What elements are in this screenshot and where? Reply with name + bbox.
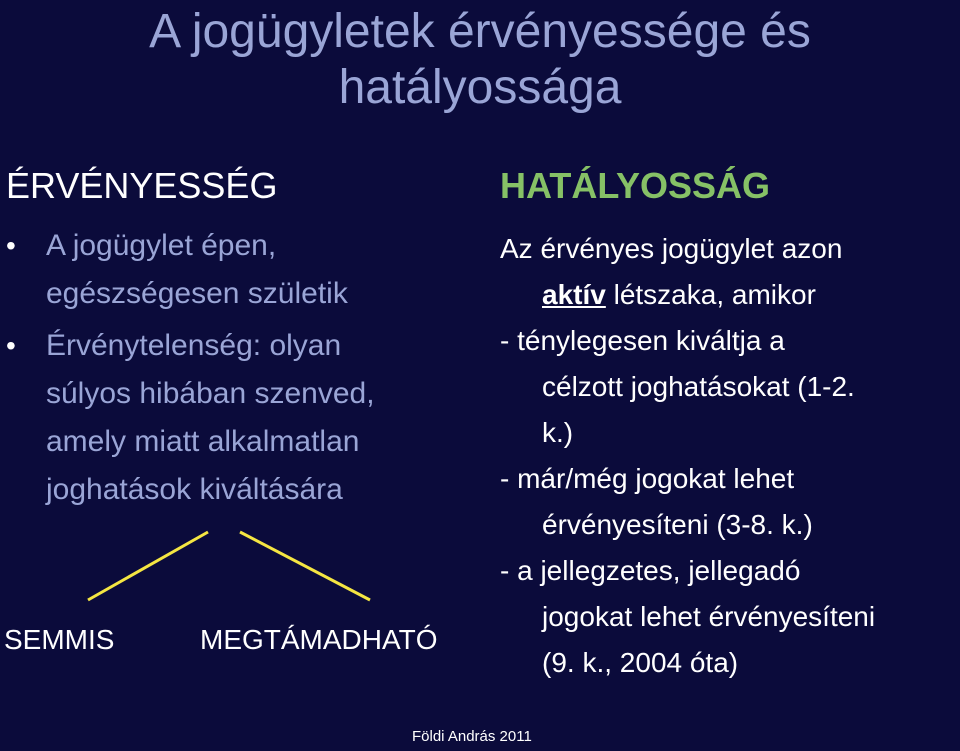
author-footer: Földi András 2011	[412, 728, 532, 745]
validity-heading: ÉRVÉNYESSÉG	[6, 165, 278, 206]
branch-diagram	[0, 520, 480, 620]
bullet-dot-icon: •	[6, 330, 16, 361]
bullet-2-line-1: Érvénytelenség: olyan	[46, 329, 342, 362]
void-label: SEMMIS	[4, 624, 115, 655]
bullet-2-line-2: súlyos hibában szenved,	[46, 377, 375, 410]
voidable-label: MEGTÁMADHATÓ	[200, 624, 438, 655]
bullet-2-line-3: amely miatt alkalmatlan	[46, 425, 360, 458]
item-1-line-2: célzott joghatásokat (1-2.	[542, 371, 855, 402]
branch-line-right	[240, 532, 370, 600]
item-1-line-1: - ténylegesen kiváltja a	[500, 325, 785, 356]
bullet-item-1	[0, 222, 470, 318]
item-1-line-3: k.)	[542, 417, 574, 448]
slide-title-line-2: hatályossága	[338, 61, 622, 114]
bullet-dot-icon: •	[6, 230, 16, 261]
validity-bullet-list	[0, 222, 470, 518]
effectiveness-heading: HATÁLYOSSÁG	[500, 165, 771, 206]
active-emphasis: aktív	[542, 279, 606, 310]
slide-title	[0, 4, 960, 116]
intro-line-2-rest: létszaka, amikor	[605, 279, 816, 310]
branch-line-left	[88, 532, 208, 600]
item-3-line-3: (9. k., 2004 óta)	[542, 647, 739, 678]
intro-line-1: Az érvényes jogügylet azon	[500, 233, 843, 264]
bullet-item-2	[0, 322, 470, 514]
intro-line-2	[500, 272, 960, 318]
bullet-1-line-1: A jogügylet épen,	[46, 229, 277, 262]
item-2-line-1: - már/még jogokat lehet	[500, 463, 795, 494]
bullet-1-line-2: egészségesen születik	[46, 277, 348, 310]
item-2-line-2: érvényesíteni (3-8. k.)	[542, 509, 813, 540]
item-3-line-2: jogokat lehet érvényesíteni	[542, 601, 876, 632]
bullet-2-line-4: joghatások kiváltására	[46, 473, 343, 506]
slide-title-line-1: A jogügyletek érvényessége és	[149, 5, 811, 58]
effectiveness-text	[500, 226, 960, 686]
item-3-line-1: - a jellegzetes, jellegadó	[500, 555, 801, 586]
